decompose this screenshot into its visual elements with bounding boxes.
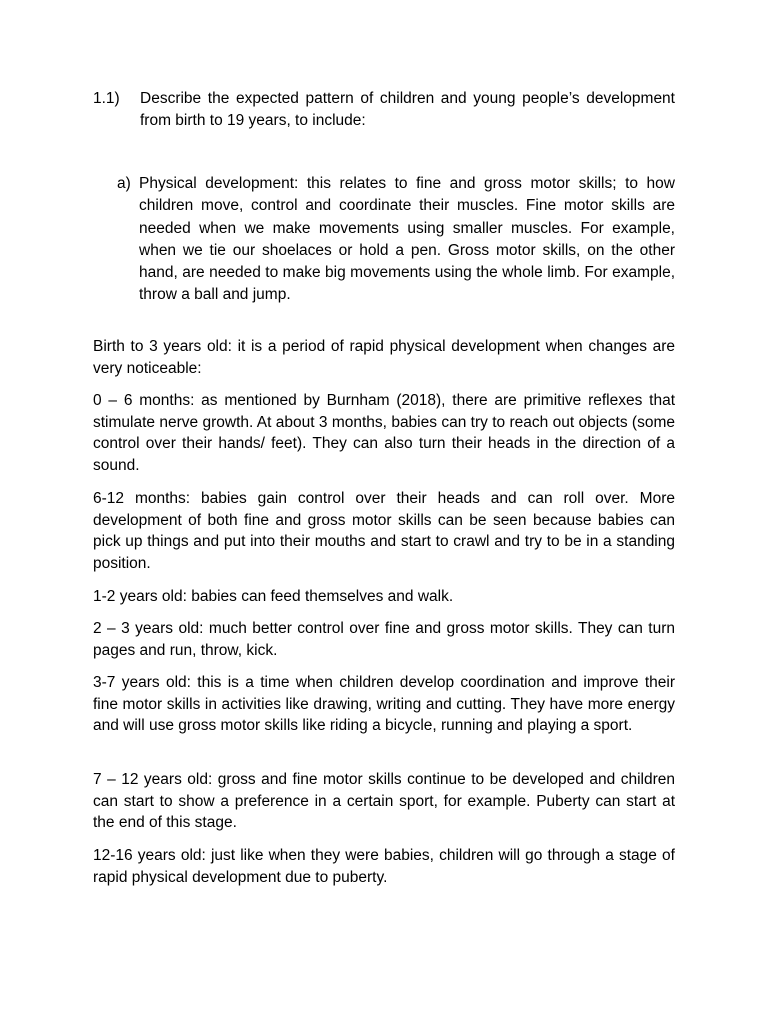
sub-item-label: a) [117,175,131,192]
question-number: 1.1) [93,90,120,107]
paragraph-12-16-years: 12-16 years old: just like when they were babies, children will go through a stage of rapid physical development due to puberty. [93,847,675,886]
paragraph-1-2-years: 1-2 years old: babies can feed themselves and walk. [93,588,454,605]
paragraph-7-12-years: 7 – 12 years old: gross and fine motor skills continue to be developed and children can start to show a preference in a certain sport, for example. Puberty can start at the end of this stage. [93,771,675,832]
paragraph-birth-to-3: Birth to 3 years old: it is a period of rapid physical development when changes are very noticeable: [93,338,675,377]
paragraph-2-3-years: 2 – 3 years old: much better control over fine and gross motor skills. They can turn pages and run, throw, kick. [93,620,675,659]
paragraph-3-7-years: 3-7 years old: this is a time when children develop coordination and improve their fine motor skills in activities like drawing, writing and cutting. They have more energy and will use gross motor skills like riding a bicycle, running and playing a sport. [93,674,675,735]
paragraph-6-12-months: 6-12 months: babies gain control over their heads and can roll over. More development of both fine and gross motor skills can be seen because babies can pick up things and put into their mouths and start to crawl and try to be in a standing position. [93,490,675,573]
paragraph-0-6-months: 0 – 6 months: as mentioned by Burnham (2018), there are primitive reflexes that stimulate nerve growth. At about 3 months, babies can try to reach out objects (some control over their hands/ feet). They can also turn their heads in the direction of a sound. [93,392,675,475]
question-text: Describe the expected pattern of children and young people’s development from birth to 19 years, to include: [140,90,675,129]
sub-item-text: Physical development: this relates to fine and gross motor skills; to how children move, control and coordinate their muscles. Fine motor skills are needed when we make movements using smaller muscles. For example, when we tie our shoelaces or hold a pen. Gross motor skills, on the other hand, are needed to make big movements using the whole limb. For example, throw a ball and jump. [139,175,675,304]
